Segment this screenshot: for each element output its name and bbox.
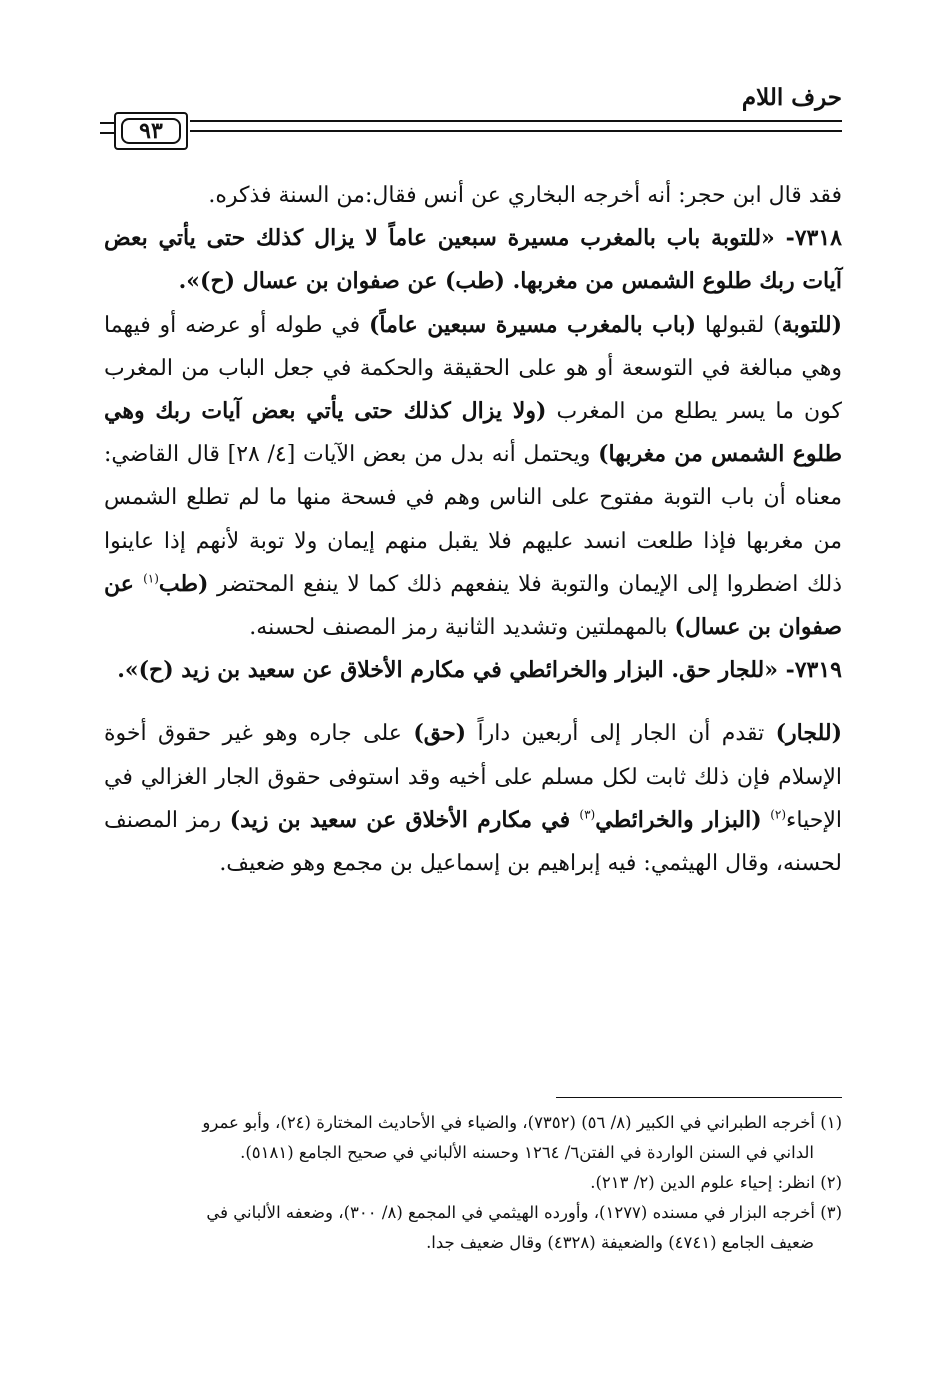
footnote-marker-2[interactable]: (٢) xyxy=(770,807,787,822)
footnote-separator xyxy=(556,1097,842,1098)
page-number: ٩٣ xyxy=(121,118,181,144)
footnotes xyxy=(104,1108,842,1258)
paragraph-intro: فقد قال ابن حجر: أنه أخرجه البخاري عن أنس فقال:من السنة فذكره. xyxy=(208,183,842,208)
header-rule-bottom xyxy=(190,130,842,132)
footnote-marker-1[interactable]: (١) xyxy=(143,571,159,586)
commentary-text: ويحتمل أنه بدل من بعض الآيات [٤/ ٢٨] قال القاضي: معناه أن باب التوبة مفتوح على الناس وهم في فسحة منها ما لم تطلع الشمس من مغربها فإذا طلعت انسد عليهم فلا يقبل منهم إيمان ولا توبة لأنهم إذا عاينوا ذلك اضطروا إلى الإيمان والتوبة فلا ينفعهم ذلك كما لا ينفع المحتضر xyxy=(104,442,842,597)
commentary-source: (البزار والخرائطي xyxy=(595,806,762,833)
commentary-quote: (ولا يزال كذلك حتى يأتي بعض آيات ربك وهي طلوع الشمس من مغربها) xyxy=(104,398,842,468)
commentary-text: رمز المصنف لحسنه، وقال الهيثمي: فيه إبراهيم بن إسماعيل بن مجمع وهو ضعيف. xyxy=(104,807,842,877)
commentary-term: (حق) xyxy=(413,720,467,747)
footnote-2: (٢) انظر: إحياء علوم الدين (٢/ ٢١٣). xyxy=(590,1173,842,1192)
header-rule-left-bottom xyxy=(100,132,114,134)
footnote-1-continued: الداني في السنن الواردة في الفتن٦/ ١٢٦٤ وحسنه الألباني في صحيح الجامع (٥١٨١). xyxy=(240,1143,814,1162)
header-rule-left-top xyxy=(100,122,114,124)
footnote-3-continued: ضعيف الجامع (٤٧٤١) والضعيفة (٤٣٢٨) وقال ضعيف جدا. xyxy=(426,1233,814,1252)
commentary-source: عن صفوان بن عسال) xyxy=(104,570,842,641)
commentary-text xyxy=(762,808,771,833)
commentary-text: على جاره وهو غير حقوق أخوة الإسلام فإن ذلك ثابت لكل مسلم على أخيه وقد استوفى حقوق الجار الغزالي في الإحياء xyxy=(104,721,842,833)
running-title: حرف اللام xyxy=(741,84,842,111)
hadith-7319: ٧٣١٩- «للجار حق. البزار والخرائطي في مكارم الأخلاق عن سعيد بن زيد (ح)». xyxy=(117,657,842,684)
main-text xyxy=(104,174,842,885)
commentary-text: بالمهملتين وتشديد الثانية رمز المصنف لحسنه. xyxy=(249,615,675,641)
footnote-1: (١) أخرجه الطبراني في الكبير (٨/ ٥٦) (٧٣٥٢)، والضياء في الأحاديث المختارة (٢٤)، وأبو عمرو xyxy=(202,1113,842,1132)
footnote-3: (٣) أخرجه البزار في مسنده (١٢٧٧)، وأورده الهيثمي في المجمع (٨/ ٣٠٠)، وضعفه الألباني في xyxy=(206,1203,842,1222)
commentary-source: في مكارم الأخلاق عن سعيد بن زيد) xyxy=(229,806,580,833)
commentary-quote: (باب بالمغرب مسيرة سبعين عاماً) xyxy=(369,311,697,338)
commentary-source: (طب xyxy=(158,570,209,597)
page-number-box xyxy=(114,112,188,150)
hadith-7318: ٧٣١٨- «للتوبة باب بالمغرب مسيرة سبعين عاماً لا يزال كذلك حتى يأتي بعض آيات ربك طلوع الشمس من مغربها. (طب) عن صفوان بن عسال (ح)». xyxy=(104,225,842,295)
commentary-7319 xyxy=(104,712,842,885)
commentary-term: (للجار) xyxy=(775,720,842,747)
commentary-7318 xyxy=(104,304,842,650)
footnote-marker-3[interactable]: (٣) xyxy=(579,807,596,822)
commentary-term: (للتوبة xyxy=(781,311,843,338)
commentary-text: ) لقبولها xyxy=(696,312,782,338)
header-rule-top xyxy=(190,120,842,122)
commentary-text: تقدم أن الجار إلى أربعين داراً xyxy=(466,721,776,747)
commentary-text: في طوله أو عرضه أو فيهما وهي مبالغة في التوسعة أو هو على الحقيقة والحكمة في جعل الباب من المغرب كون ما يسر يطلع من المغرب xyxy=(104,312,842,425)
